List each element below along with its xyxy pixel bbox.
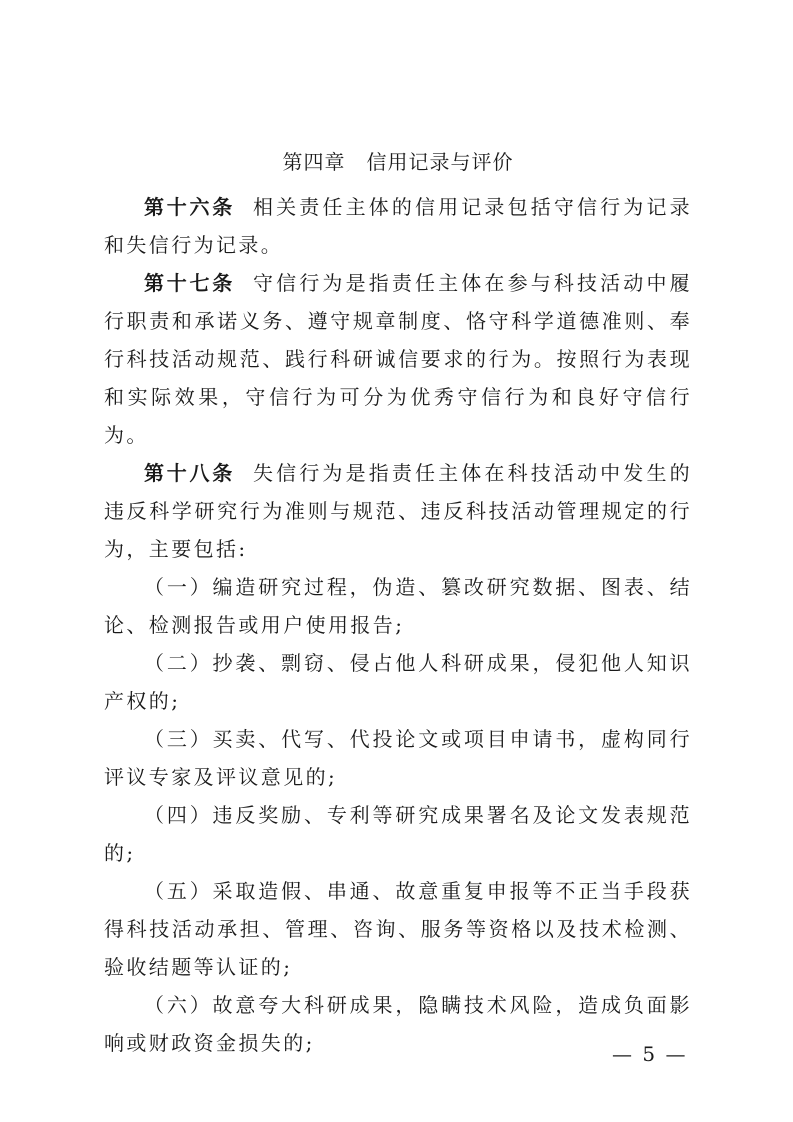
article-label: 第十八条 bbox=[144, 461, 235, 485]
article-text: 相关责任主体的信用记录包括守信行为记录和失信行为记录。 bbox=[104, 195, 692, 257]
list-item-5: （五）采取造假、串通、故意重复申报等不正当手段获得科技活动承担、管理、咨询、服务等资格以及技术检测、验收结题等认证的; bbox=[104, 879, 692, 979]
article-label: 第十七条 bbox=[144, 271, 235, 295]
article-16 bbox=[104, 188, 692, 264]
chapter-title: 第四章 信用记录与评价 bbox=[282, 150, 514, 174]
article-text: 失信行为是指责任主体在科技活动中发生的违反科学研究行为准则与规范、违反科技活动管理规定的行为，主要包括: bbox=[104, 461, 692, 561]
list-item-6: （六）故意夸大科研成果，隐瞒技术风险，造成负面影响或财政资金损失的; bbox=[104, 993, 692, 1055]
article-label: 第十六条 bbox=[144, 195, 235, 219]
list-item-1: （一）编造研究过程，伪造、篡改研究数据、图表、结论、检测报告或用户使用报告; bbox=[104, 575, 692, 637]
article-17 bbox=[104, 264, 692, 454]
list-item-4: （四）违反奖励、专利等研究成果署名及论文发表规范的; bbox=[104, 803, 692, 865]
article-text: 守信行为是指责任主体在参与科技活动中履行职责和承诺义务、遵守规章制度、恪守科学道德准则、奉行科技活动规范、践行科研诚信要求的行为。按照行为表现和实际效果，守信行为可分为优秀守信行为和良好守信行为。 bbox=[104, 271, 692, 447]
list-item-2: （二）抄袭、剽窃、侵占他人科研成果，侵犯他人知识产权的; bbox=[104, 651, 692, 713]
list-item-3: （三）买卖、代写、代投论文或项目申请书，虚构同行评议专家及评议意见的; bbox=[104, 727, 692, 789]
article-18 bbox=[104, 454, 692, 568]
page-number: — 5 — bbox=[612, 1042, 688, 1066]
document-body bbox=[104, 146, 692, 1062]
